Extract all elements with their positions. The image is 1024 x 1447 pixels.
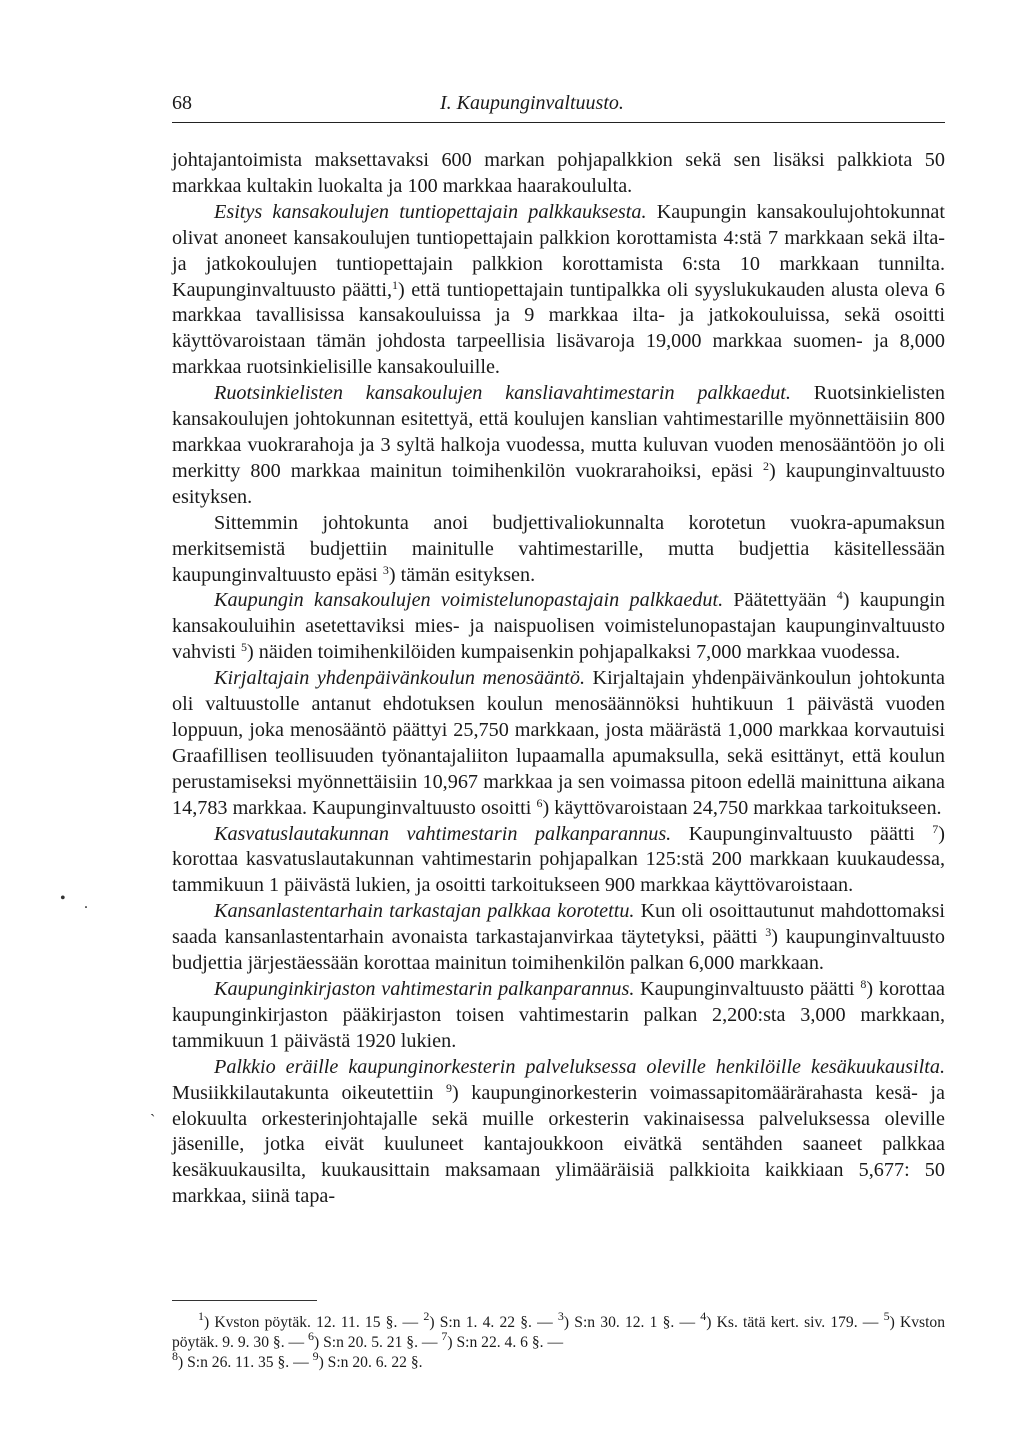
body-text: [172, 148, 945, 1210]
margin-speck: •: [60, 890, 66, 907]
section-heading: Kaupunginkirjaston vahtimestarin palkanparannus.: [214, 978, 635, 1000]
footnote-ref: 5: [240, 640, 247, 655]
paragraph: Kaupunginkirjaston vahtimestarin palkanparannus. Kaupunginvaltuusto päätti $^8$) korottaa kaupunginkirjaston pääkirjaston toisen vahtimestarin palkan 2,200:sta 3,000 markkaan, tammikuun 1 päivästä 1920 lukien.: [172, 977, 945, 1052]
footnote-ref: 8: [860, 977, 867, 991]
footnote-number: 6: [308, 1329, 315, 1343]
footnote-block: [172, 1309, 946, 1373]
paragraph: Esitys kansakoulujen tuntiopettajain palkkauksesta. Kaupungin kansakoulujohtokunnat olivat anoneet kansakoulujen tuntiopettajain palkkion korottamista 4:stä 7 markkaan sekä ilta- ja jatkokoulujen tuntiopettajain palkkion korottamista 6:sta 10 markkaan tunnilta. Kaupunginvaltuusto päätti,$^1$) että tuntiopettajain tuntipalkka oli syyslukukauden alusta oleva 6 markkaa tavallisissa kansakouluissa ja 9 markkaa ilta- ja jatkokouluissa, sekä osoitti käyttövaroistaan tämän johdosta tarpeellisia lisävaroja 19,000 markkaa suomen- ja 8,000 markkaa ruotsinkielisille kansakouluille.: [172, 200, 945, 379]
section-heading: Ruotsinkielisten kansakoulujen kansliavahtimestarin palkkaedut.: [214, 382, 791, 405]
footnote-number: 1: [198, 1309, 204, 1323]
footnote-number: 9: [312, 1349, 319, 1363]
section-heading: Kirjaltajain yhdenpäivänkoulun menosääntö.: [214, 667, 586, 690]
footnote-number: 2: [423, 1309, 430, 1323]
footnote-text: ) Kvston pöytäk. 9. 9. 30 §. —: [172, 1314, 946, 1351]
footnote-text: ) S:n 20. 6. 22 §.: [318, 1354, 423, 1371]
section-heading: Kasvatuslautakunnan vahtimestarin palkanparannus.: [214, 822, 672, 845]
paragraph: Ruotsinkielisten kansakoulujen kansliavahtimestarin palkkaedut. Ruotsinkielisten kansakoulujen johtokunnan esitettyä, että koulujen kanslian vahtimestarille myönnettäisiin 800 markkaa vuokrarahoja ja 3 syltä halkoja vuodessa, mutta kuluvan vuoden menosääntöön jo oli merkitty 800 markkaa mainitun toimihenkilön vuokrarahoiksi, epäsi $^2$) kaupunginvaltuusto esityksen.: [172, 382, 946, 508]
footnote-ref: 6: [536, 795, 543, 810]
footnote-ref: 3: [765, 925, 772, 940]
footnote-ref: 9: [446, 1080, 453, 1095]
section-heading: Palkkio eräille kaupunginorkesterin palveluksessa oleville henkilöille kesäkuukausilta.: [214, 1055, 945, 1078]
page-number: 68: [172, 92, 192, 114]
footnote-text: ) S:n 26. 11. 35 §. —: [178, 1354, 313, 1371]
footnote-ref: 7: [932, 821, 939, 836]
paragraph: Kirjaltajain yhdenpäivänkoulun menosääntö. Kirjaltajain yhdenpäivänkoulun johtokunta oli valtuustolle antanut ehdotuksen koulun menosäännöksi huhtikuun 1 päivästä vuoden loppuun, joka menosääntö päättyi 25,750 markkaan, josta määrästä 1,000 markkaa korvautuisi Graafillisen teollisuuden työnantajaliiton lupaamalla apumaksulla, sekä esittänyt, että koulun perustamiseksi myönnettäisiin 10,967 markkaa ja sen voimassa pitoon edellä mainittuna aikana 14,783 markkaa. Kaupunginvaltuusto osoitti $^6$) käyttövaroistaan 24,750 markkaa tarkoitukseen.: [172, 667, 945, 819]
margin-speck: .: [84, 895, 88, 912]
section-heading: Kaupungin kansakoulujen voimistelunopastajain palkkaedut.: [214, 589, 724, 612]
footnote-text: ) S:n 1. 4. 22 §. —: [429, 1314, 558, 1331]
footnotes: [172, 1309, 946, 1373]
footnote-number: 3: [557, 1309, 564, 1323]
footnote-number: 7: [441, 1329, 448, 1343]
footnote-text: ) Kvston pöytäk. 12. 11. 15 §. —: [204, 1314, 424, 1331]
paragraph: Sittemmin johtokunta anoi budjettivaliokunnalta korotetun vuokra-apumaksun merkitsemistä budjettiin mainitulle vahtimestarille, mutta budjettia käsitellessään kaupunginvaltuusto epäsi $^3$) tämän esityksen.: [172, 511, 945, 586]
footnote-ref: 1: [392, 277, 399, 292]
section-heading: Esitys kansakoulujen tuntiopettajain palkkauksesta.: [214, 200, 647, 223]
footnote-text: ) S:n 22. 4. 6 §. —: [447, 1334, 564, 1351]
footnote-text: ) Ks. tätä kert. siv. 179. —: [706, 1314, 884, 1331]
footnote-number: 4: [700, 1309, 707, 1323]
section-heading: Kansanlastentarhain tarkastajan palkkaa korotettu.: [214, 900, 635, 923]
footnote-text: ) S:n 20. 5. 21 §. —: [314, 1334, 442, 1351]
paragraph: Kansanlastentarhain tarkastajan palkkaa korotettu. Kun oli osoittautunut mahdottomaksi saada kansanlastentarhain avonaista tarkastajanvirkaa täytetyksi, päätti $^3$) kaupunginvaltuusto budjettia järjestäessään korottaa mainitun toimihenkilön palkan 6,000 markkaan.: [172, 900, 946, 975]
footnote-ref: 3: [382, 562, 389, 577]
footnote-ref: 4: [836, 588, 843, 603]
paragraph: johtajantoimista maksettavaksi 600 markan pohjapalkkion sekä sen lisäksi palkkiota 50 markkaa kultakin luokalta ja 100 markkaa haarakoululta.: [172, 149, 945, 197]
paragraph: Kaupungin kansakoulujen voimistelunopastajain palkkaedut. Päätettyään $^4$) kaupungin kansakouluihin asetettaviksi mies- ja naispuolisen voimistelunopastajan kaupunginvaltuusto vahvisti $^5$) näiden toimihenkilöiden kumpaisenkin pohjapalkaksi 7,000 markkaa vuodessa.: [172, 588, 946, 664]
footnote-ref: 2: [763, 458, 770, 473]
paragraph: Palkkio eräille kaupunginorkesterin palveluksessa oleville henkilöille kesäkuukausilta. Musiikkilautakunta oikeutettiin $^9$) kaupunginorkesterin voimassapitomäärärahasta kesä- ja elokuulta orkesterinjohtajalle sekä muille orkesterin vakinaisessa palveluksessa oleville jäsenille, jotka eivät kuuluneet kantajoukkoon eivätkä sentähden saaneet palkkaa kesäkuukausilta, kuukausittain maksamaan ylimääräisiä palkkioita kaikkiaan 5,677: 50 markkaa, siinä tapa-: [172, 1055, 946, 1208]
footnote-text: ) S:n 30. 12. 1 §. —: [563, 1314, 701, 1331]
page-header: [172, 88, 945, 123]
footnote-number: 8: [172, 1349, 178, 1363]
footnote-divider: [172, 1300, 317, 1301]
footnote-number: 5: [883, 1309, 890, 1323]
paragraph: Kasvatuslautakunnan vahtimestarin palkanparannus. Kaupunginvaltuusto päätti $^7$) korottaa kasvatuslautakunnan vahtimestarin pohjapalkan 125:stä 200 markkaan kuukaudessa, tammikuun 1 päivästä lukien, ja osoitti tarkoitukseen 900 markkaa käyttövaroistaan.: [172, 821, 945, 897]
running-title: I. Kaupunginvaltuusto.: [440, 92, 624, 114]
margin-speck: `: [150, 1112, 156, 1129]
